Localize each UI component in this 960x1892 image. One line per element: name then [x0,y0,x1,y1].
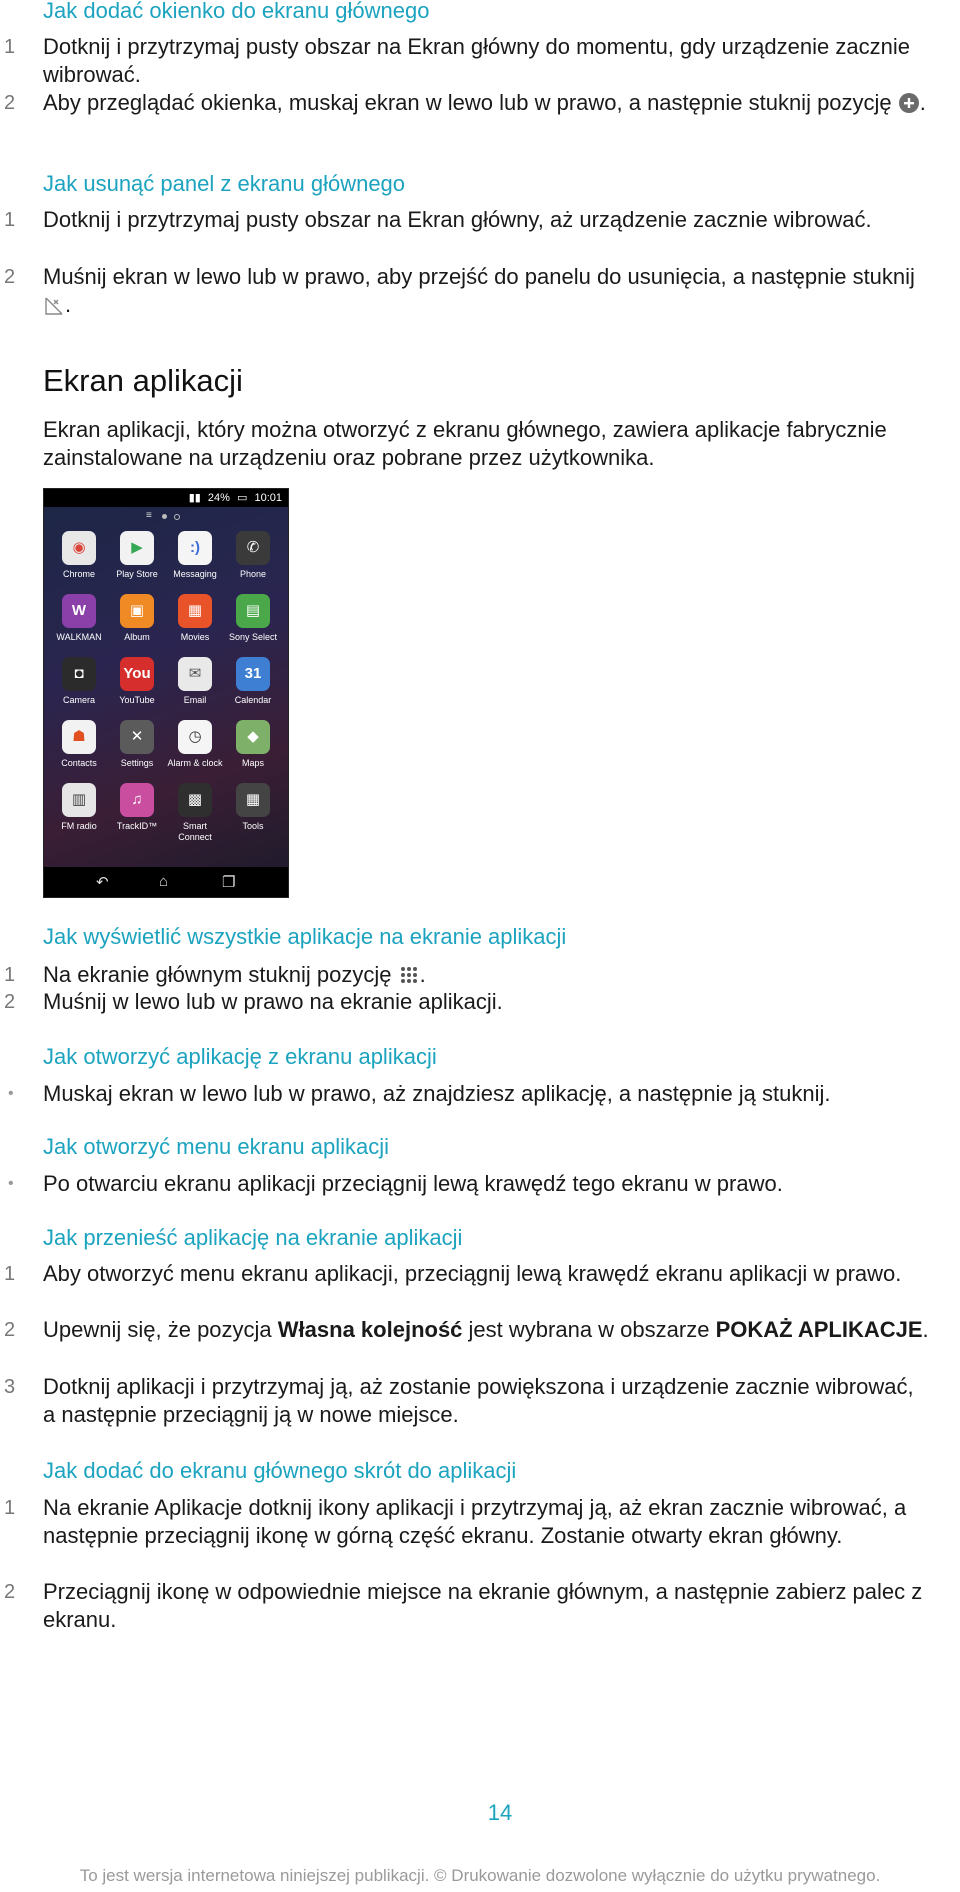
app-icon-maps[interactable] [224,720,282,769]
option-name: Własna kolejność [277,1317,463,1342]
app-label: TrackID™ [116,821,158,831]
battery-level: 24% [207,492,230,504]
app-icon-chrome[interactable] [50,531,108,580]
app-glyph-icon: ▩ [178,783,212,817]
step-text: Dotknij aplikacji i przytrzymaj ją, aż zostanie powiększona i urządzenie zacznie wibrować, a następnie przeciągnij ją w nowe miejsce. [43,1374,914,1427]
step-text [43,89,930,117]
app-icon-youtube[interactable] [108,657,166,706]
intro-paragraph: Ekran aplikacji, który można otworzyć z ekranu głównego, zawiera aplikacje fabrycznie zainstalowane na urządzeniu oraz pobrane przez użytkownika. [43,417,887,470]
app-label: Smart Connect [178,821,212,842]
app-label: Play Store [116,569,158,579]
step [0,1316,930,1344]
step-text: Dotknij i przytrzymaj pusty obszar na Ekran główny do momentu, gdy urządzenie zacznie wibrować. [43,34,910,87]
app-glyph-icon: ▣ [120,594,154,628]
app-icon-tools[interactable] [224,783,282,832]
apps-grid-icon [398,964,420,986]
app-icon-sony-select[interactable] [224,594,282,643]
bullet-text: Muskaj ekran w lewo lub w prawo, aż znajdziesz aplikację, a następnie ją stuknij. [43,1081,831,1106]
heading-remove-panel: Jak usunąć panel z ekranu głównego [43,171,406,196]
step-number: 2 [4,991,16,1013]
app-icon-contacts[interactable] [50,720,108,769]
step [0,961,930,989]
footer-note: To jest wersja internetowa niniejszej publikacji. © Drukowanie dozwolone wyłącznie do użytku prywatnego. [79,1866,881,1885]
step-text-part: Aby przeglądać okienka, muskaj ekran w lewo lub w prawo, a następnie stuknij pozycję [43,90,892,115]
heading-view-all-apps: Jak wyświetlić wszystkie aplikacje na ekranie aplikacji [43,924,567,949]
app-glyph-icon: ▥ [62,783,96,817]
app-label: Calendar [234,695,272,705]
step-text-part: . [919,90,926,115]
remove-panel-icon [43,294,65,316]
app-label: Album [124,632,150,642]
bullet-item [0,1170,930,1198]
phone-screenshot [43,488,289,898]
step [0,89,930,117]
app-glyph-icon: 31 [236,657,270,691]
step-number: 2 [4,92,16,114]
app-glyph-icon: ✕ [120,720,154,754]
heading-add-shortcut: Jak dodać do ekranu głównego skrót do aplikacji [43,1458,517,1483]
step [0,206,930,234]
app-label: FM radio [61,821,97,831]
step-text-part: Upewnij się, że pozycja [43,1317,272,1342]
option-name: POKAŻ APLIKACJE [715,1317,923,1342]
step-text-part: Na ekranie głównym stuknij pozycję [43,962,392,987]
step-number: 2 [4,1581,16,1603]
status-bar [44,489,288,507]
app-glyph-icon: W [62,594,96,628]
battery-icon: ▭ [237,492,248,504]
step-text: Dotknij i przytrzymaj pusty obszar na Ekran główny, aż urządzenie zacznie wibrować. [43,207,872,232]
app-label: Messaging [173,569,217,579]
bullet-text: Po otwarciu ekranu aplikacji przeciągnij lewą krawędź tego ekranu w prawo. [43,1171,783,1196]
app-glyph-icon: ✆ [236,531,270,565]
page-dot [162,514,167,519]
step [0,1373,930,1429]
nav-bar [44,867,288,897]
app-icon-album[interactable] [108,594,166,643]
app-glyph-icon: ◉ [62,531,96,565]
step-text-part: . [419,962,426,987]
app-icon-alarm-clock[interactable] [166,720,224,769]
app-icon-movies[interactable] [166,594,224,643]
app-glyph-icon: ▶ [120,531,154,565]
recent-apps-icon[interactable]: ❐ [222,874,236,891]
app-label: Settings [120,758,154,768]
app-icon-calendar[interactable] [224,657,282,706]
app-glyph-icon: ▦ [178,594,212,628]
step-number: 1 [4,1497,16,1519]
app-glyph-icon: ◘ [62,657,96,691]
heading-move-app: Jak przenieść aplikację na ekranie aplikacji [43,1225,463,1250]
app-glyph-icon: :) [178,531,212,565]
section-title: Ekran aplikacji [43,363,243,398]
step-text-part: jest wybrana w obszarze [468,1317,710,1342]
menu-icon: ≡ [146,510,152,521]
step-number: 1 [4,1263,16,1285]
app-glyph-icon: ♫ [120,783,154,817]
step-text [43,961,930,989]
page-number: 14 [487,1800,513,1825]
step [0,1260,930,1288]
app-label: Email [183,695,207,705]
app-label: Chrome [62,569,95,579]
bullet: • [8,1175,14,1192]
step-number: 3 [4,1376,16,1398]
step-text [43,263,930,319]
app-glyph-icon: ▤ [236,594,270,628]
app-icon-fm-radio[interactable] [50,783,108,832]
add-circle-icon [898,92,920,114]
step-text-part: . [65,292,72,317]
bullet: • [8,1085,14,1102]
page-indicator [146,511,206,521]
app-label: Maps [241,758,264,768]
app-icon-settings[interactable] [108,720,166,769]
app-glyph-icon: ▦ [236,783,270,817]
app-label: Alarm & clock [167,758,223,768]
app-label: Phone [239,569,267,579]
bullet-item [0,1080,930,1108]
step [0,33,930,89]
step-text: Przeciągnij ikonę w odpowiednie miejsce na ekranie głównym, a następnie zabierz palec z ekranu. [43,1579,923,1632]
app-label: Sony Select [228,632,278,642]
app-label: Movies [180,632,210,642]
app-label: YouTube [119,695,155,705]
step-number: 1 [4,36,16,58]
step [0,1494,930,1550]
heading-add-widget: Jak dodać okienko do ekranu głównego [43,0,430,23]
heading-open-apps-menu: Jak otworzyć menu ekranu aplikacji [43,1134,390,1159]
app-label: Tools [242,821,264,831]
app-glyph-icon: ✉ [178,657,212,691]
signal-icon: ▮▮ [188,492,201,504]
app-icon-camera[interactable] [50,657,108,706]
step-text: Muśnij w lewo lub w prawo na ekranie aplikacji. [43,989,503,1014]
app-glyph-icon: ◆ [236,720,270,754]
step-number: 1 [4,964,16,986]
step [0,263,930,319]
app-icon-email[interactable] [166,657,224,706]
step-number: 1 [4,209,16,231]
app-icon-trackid[interactable] [108,783,166,832]
app-label: Camera [62,695,95,705]
app-icon-messaging[interactable] [166,531,224,580]
step-text [43,1316,930,1344]
app-icon-smart-connect[interactable] [166,783,224,843]
step-number: 2 [4,266,16,288]
app-glyph-icon: ☗ [62,720,96,754]
heading-open-app: Jak otworzyć aplikację z ekranu aplikacji [43,1044,437,1069]
app-glyph-icon: You [120,657,154,691]
page-dot [174,514,180,520]
step-text: Na ekranie Aplikacje dotknij ikony aplikacji i przytrzymaj ją, aż ekran zacznie wibrować, a następnie przeciągnij ikonę w górną część ekranu. Zostanie otwarty ekran główny. [43,1495,907,1548]
back-icon[interactable]: ↶ [96,874,109,891]
step [0,988,930,1016]
app-label: Contacts [61,758,97,768]
clock: 10:01 [254,492,282,504]
app-icon-phone[interactable] [224,531,282,580]
app-icon-walkman[interactable] [50,594,108,643]
app-label: WALKMAN [56,632,102,642]
app-icon-play-store[interactable] [108,531,166,580]
step-text-part: . [922,1317,929,1342]
home-icon[interactable]: ⌂ [159,873,169,890]
app-glyph-icon: ◷ [178,720,212,754]
step-number: 2 [4,1319,16,1341]
step-text: Aby otworzyć menu ekranu aplikacji, przeciągnij lewą krawędź ekranu aplikacji w prawo. [43,1261,902,1286]
step [0,1578,930,1634]
step-text-part: Muśnij ekran w lewo lub w prawo, aby przejść do panelu do usunięcia, a następnie stuknij [43,264,915,289]
